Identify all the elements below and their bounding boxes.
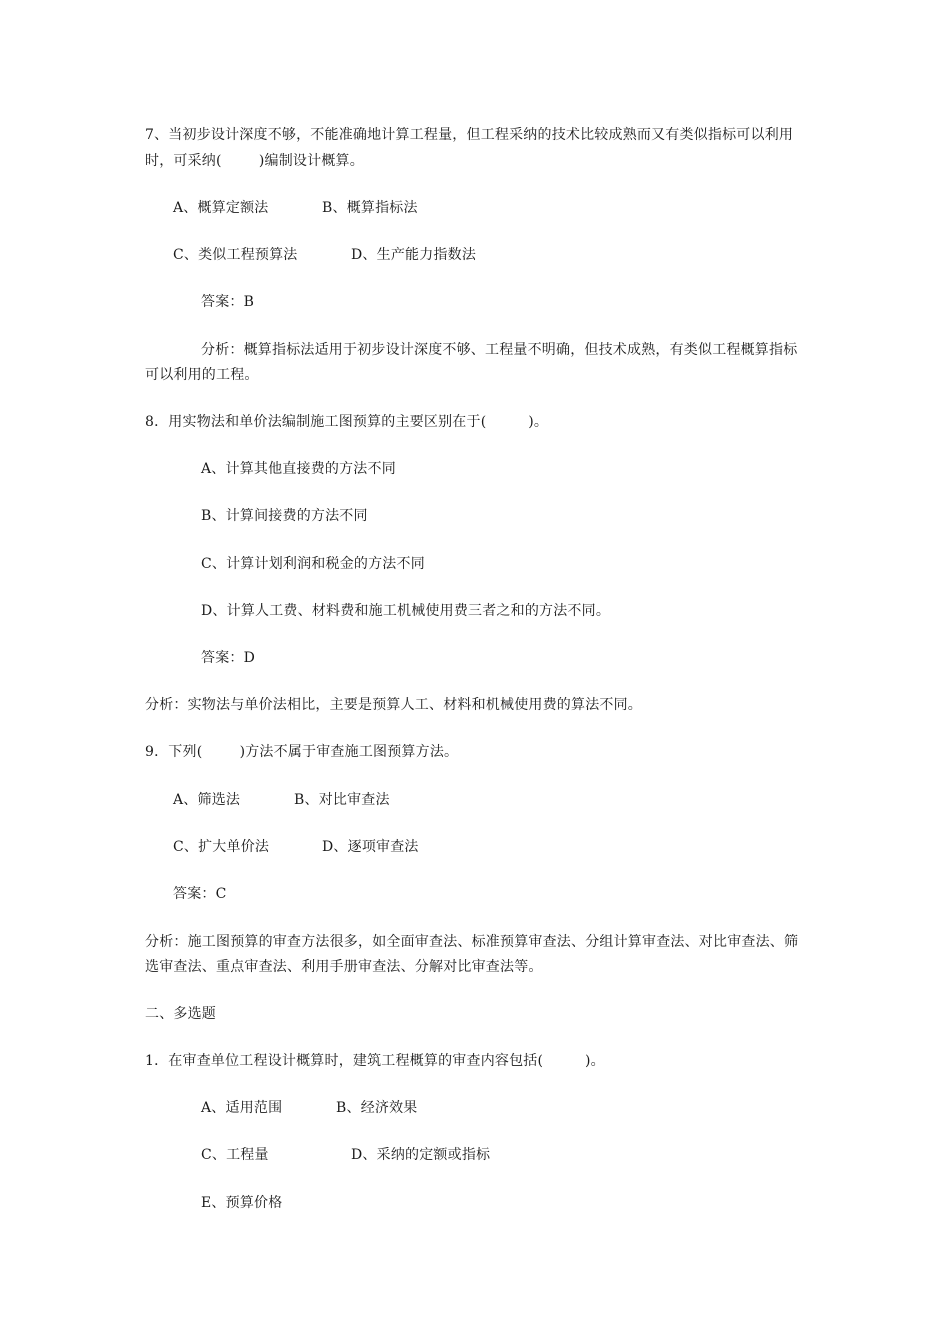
q8-option-a: A、计算其他直接费的方法不同 — [201, 461, 396, 477]
q8-option-c: C、计算计划利润和税金的方法不同 — [201, 556, 425, 572]
m1-option-d: D、采纳的定额或指标 — [351, 1147, 491, 1163]
q8-analysis: 分析：实物法与单价法相比，主要是预算人工、材料和机械使用费的算法不同。 — [145, 697, 642, 713]
q8-stem: 8．用实物法和单价法编制施工图预算的主要区别在于( )。 — [145, 414, 549, 430]
q9-stem: 9．下列( )方法不属于审查施工图预算方法。 — [145, 744, 459, 760]
m1-stem: 1．在审查单位工程设计概算时，建筑工程概算的审查内容包括( )。 — [145, 1053, 605, 1069]
q9-option-d: D、逐项审查法 — [322, 839, 419, 855]
q9-answer: 答案：C — [173, 886, 227, 902]
m1-option-c: C、工程量 — [201, 1147, 269, 1163]
q9-analysis-line2: 选审查法、重点审查法、利用手册审查法、分解对比审查法等。 — [145, 959, 543, 975]
q7-option-a: A、概算定额法 — [173, 200, 269, 216]
q7-stem-line1: 7、当初步设计深度不够，不能准确地计算工程量，但工程采纳的技术比较成熟而又有类似指标可以利用 — [145, 127, 794, 143]
m1-option-b: B、经济效果 — [336, 1100, 418, 1116]
section-title-multiple-choice: 二、多选题 — [145, 1006, 216, 1022]
q7-analysis-line1: 分析：概算指标法适用于初步设计深度不够、工程量不明确，但技术成熟，有类似工程概算指标 — [201, 342, 798, 358]
q8-option-b: B、计算间接费的方法不同 — [201, 508, 368, 524]
q9-option-a: A、筛选法 — [173, 792, 241, 808]
q8-answer: 答案：D — [201, 650, 256, 666]
q9-option-b: B、对比审查法 — [294, 792, 390, 808]
q7-option-d: D、生产能力指数法 — [351, 247, 477, 263]
q9-option-c: C、扩大单价法 — [173, 839, 270, 855]
q7-option-b: B、概算指标法 — [322, 200, 418, 216]
q8-option-d: D、计算人工费、材料费和施工机械使用费三者之和的方法不同。 — [201, 603, 611, 619]
q7-stem-line2: 时，可采纳( )编制设计概算。 — [145, 153, 364, 169]
q9-analysis-line1: 分析：施工图预算的审查方法很多，如全面审查法、标准预算审查法、分组计算审查法、对比审查法、筛 — [145, 934, 799, 950]
q7-answer: 答案：B — [201, 294, 255, 310]
m1-option-a: A、适用范围 — [201, 1100, 283, 1116]
q7-option-c: C、类似工程预算法 — [173, 247, 298, 263]
m1-option-e: E、预算价格 — [201, 1195, 283, 1211]
q7-analysis-line2: 可以利用的工程。 — [145, 367, 259, 383]
